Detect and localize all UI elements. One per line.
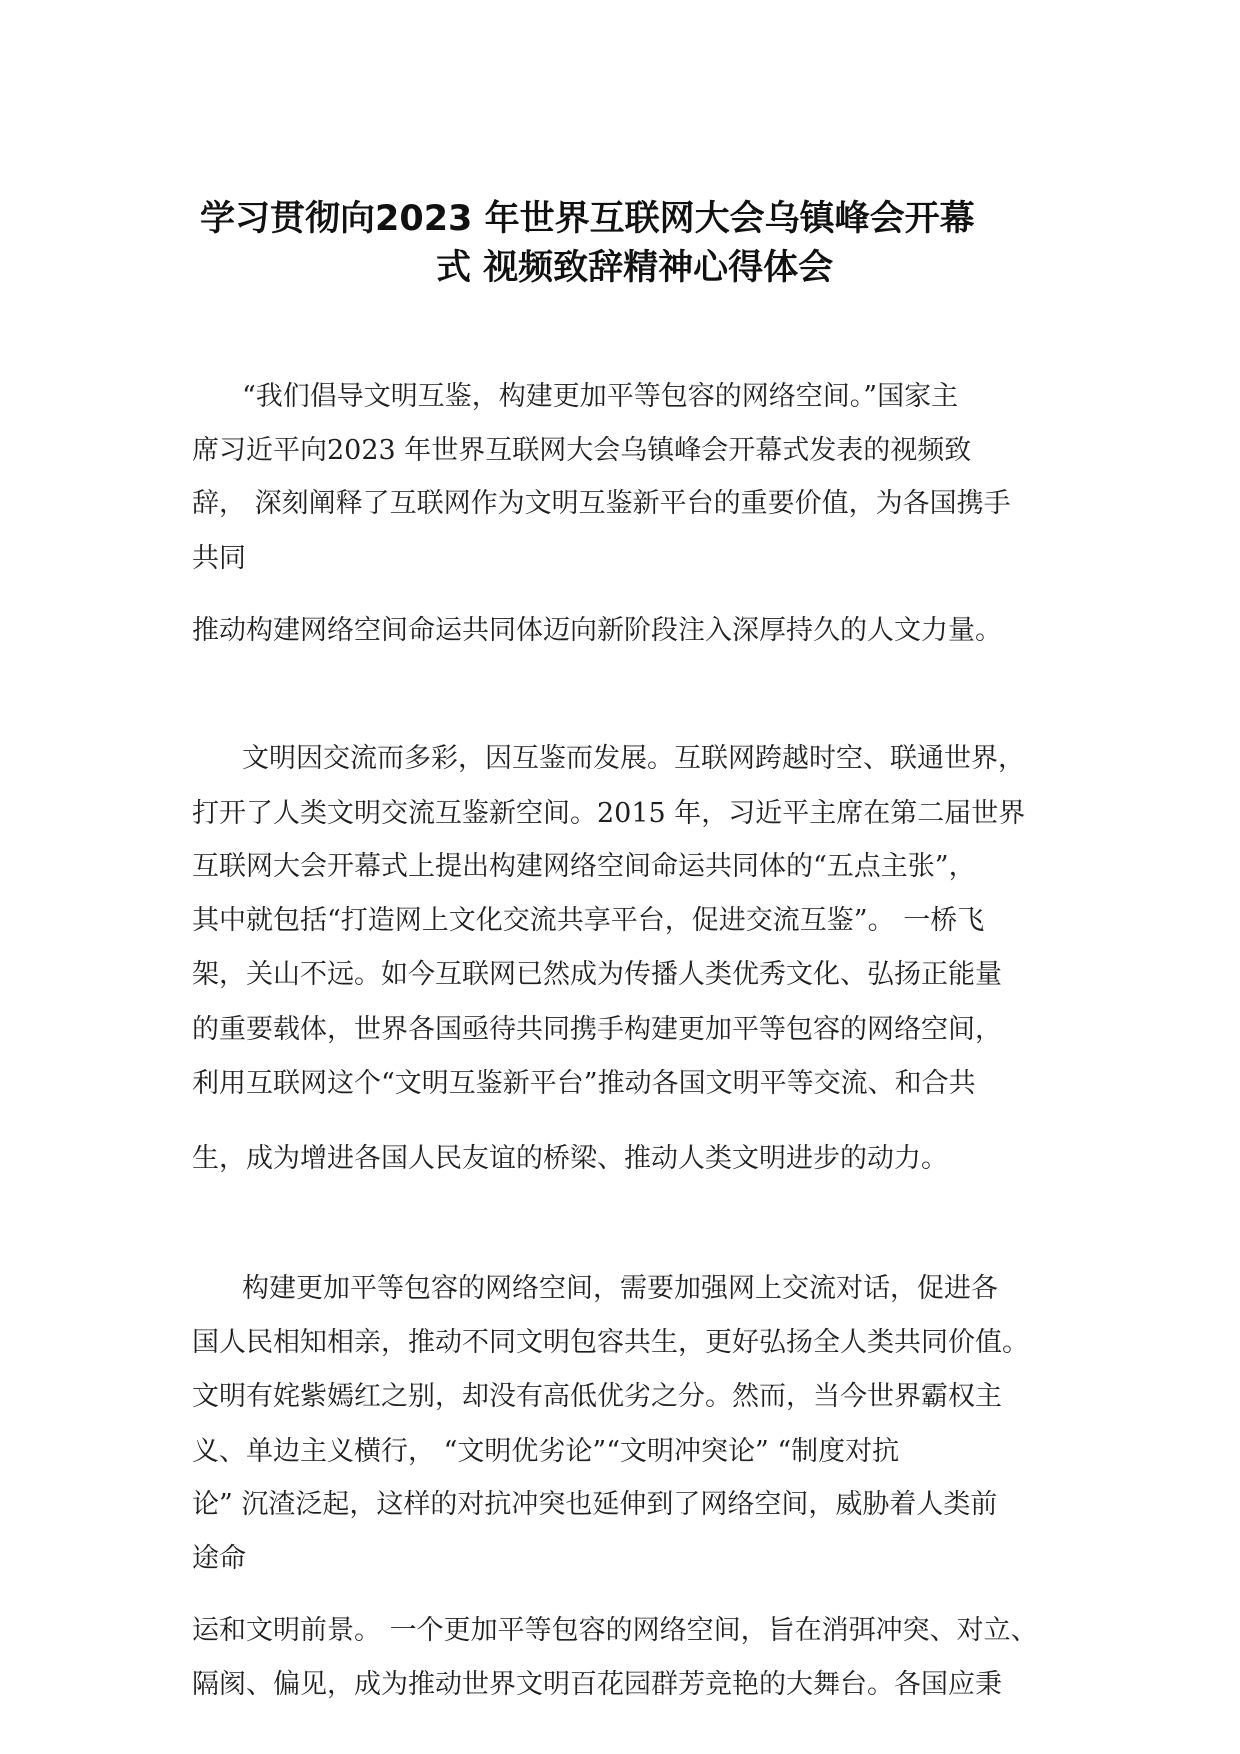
body-line: 生，成为增进各国人民友谊的桥梁、推动人类文明进步的动力。 xyxy=(192,1143,948,1174)
body-line: 的重要载体，世界各国亟待共同携手构建更加平等包容的网络空间， xyxy=(192,1014,1002,1045)
body-line: 文明有姹紫嫣红之别，却没有高低优劣之分。然而，当今世界霸权主 xyxy=(192,1381,1002,1412)
body-line: 途命 xyxy=(192,1543,246,1574)
body-line: 互联网大会开幕式上提出构建网络空间命运共同体的“五点主张”， xyxy=(192,851,976,882)
body-line: 利用互联网这个“文明互鉴新平台”推动各国文明平等交流、和合共 xyxy=(192,1068,976,1099)
body-line: 推动构建网络空间命运共同体迈向新阶段注入深厚持久的人文力量。 xyxy=(192,615,1002,646)
body-line: 运和文明前景。 一个更加平等包容的网络空间，旨在消弭冲突、对立、 xyxy=(192,1615,1038,1646)
body-line: 文明因交流而多彩，因互鉴而发展。互联网跨越时空、联通世界， xyxy=(242,743,1025,774)
document-title-line-1: 学习贯彻向2023 年世界互联网大会乌镇峰会开幕 xyxy=(200,199,975,239)
body-line: “我们倡导文明互鉴，构建更加平等包容的网络空间。”国家主 xyxy=(242,381,959,412)
body-line: 共同 xyxy=(192,543,246,574)
body-line: 义、单边主义横行， “文明优劣论”“文明冲突论” “制度对抗 xyxy=(192,1436,900,1467)
body-line: 打开了人类文明交流互鉴新空间。2015 年，习近平主席在第二届世界 xyxy=(192,798,1026,829)
body-line: 架，关山不远。如今互联网已然成为传播人类优秀文化、弘扬正能量 xyxy=(192,959,1002,990)
body-line: 构建更加平等包容的网络空间，需要加强网上交流对话，促进各 xyxy=(242,1273,998,1304)
body-line: 国人民相知相亲，推动不同文明包容共生，更好弘扬全人类共同价值。 xyxy=(192,1327,1029,1358)
body-line: 论” 沉渣泛起，这样的对抗冲突也延伸到了网络空间，威胁着人类前 xyxy=(192,1489,998,1520)
body-line: 辞， 深刻阐释了互联网作为文明互鉴新平台的重要价值，为各国携手 xyxy=(192,488,1011,519)
document-title-line-2: 式 视频致辞精神心得体会 xyxy=(436,248,834,288)
body-line: 席习近平向2023 年世界互联网大会乌镇峰会开幕式发表的视频致 xyxy=(192,435,972,466)
body-line: 其中就包括“打造网上文化交流共享平台，促进交流互鉴”。 一桥飞 xyxy=(192,905,985,936)
body-line: 隔阂、偏见，成为推动世界文明百花园群芳竞艳的大舞台。各国应秉 xyxy=(192,1669,1002,1700)
